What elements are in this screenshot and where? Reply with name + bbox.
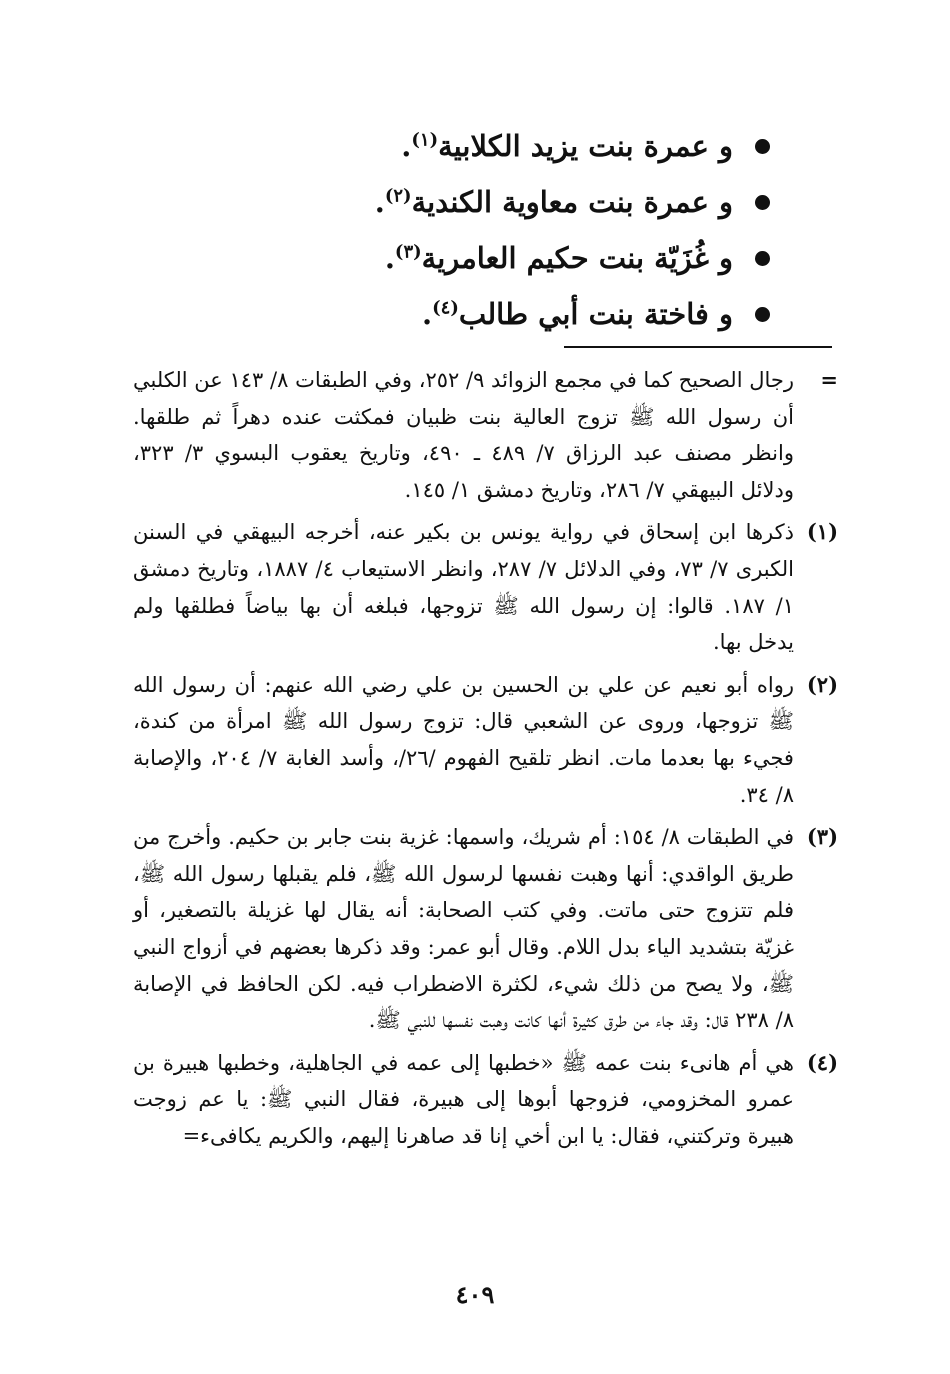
list-item	[210, 230, 770, 286]
footnotes	[133, 362, 838, 1160]
footnote-continued	[133, 362, 838, 508]
footnote-marker: (٤)	[806, 1049, 838, 1075]
footnote-text: في الطبقات ٨/ ١٥٤: أم شريك، واسمها: غزية بنت جابر بن حكيم. وأخرج من طريق الواقدي: أنها وهبت نفسها لرسول الله ﷺ، فلم يقبلها رسول الله ﷺ، فلم تتزوج حتى ماتت. وفي كتب الصحابة: أنه يقال لها غزيلة بالتصغير، أو غزيّة بتشديد الياء بدل اللام. وقال أبو عمر: وقد ذكرها بعضهم في أزواج النبي ﷺ، ولا يصح من ذلك شيء، لكثرة الاضطراب فيه. لكن الحافظ في الإصابة ٨/ ٢٣٨ قال: وقد جاء من طرق كثيرة أنها كانت وهبت نفسها للنبي ﷺ.	[133, 825, 794, 1033]
footnote-text: هي أم هانىء بنت عمه ﷺ «خطبها إلى عمه في الجاهلية، وخطبها هبيرة بن عمرو المخزومي، فزوجها أبوها إلى هبيرة، فقال النبي ﷺ: يا عم زوجت هبيرة وتركتني، فقال: يا ابن أخي إنا قد صاهرنا إليهم، والكريم يكافىء=	[133, 1050, 794, 1148]
footnote-text: ذكرها ابن إسحاق في رواية يونس بن بكير عنه، أخرجه البيهقي في السنن الكبرى ٧/ ٧٣، وفي الدلائل ٧/ ٢٨٧، وانظر الاستيعاب ٤/ ١٨٨٧، وتاريخ دمشق ١/ ١٨٧. قالوا: إن رسول الله ﷺ تزوجها، فبلغه أن بها بياضاً فطلقها ولم يدخل بها.	[133, 520, 794, 655]
wives-list	[210, 118, 770, 342]
bullet-icon	[755, 195, 770, 210]
footnote-marker: =	[820, 367, 838, 392]
list-item-text: و فاختة بنت أبي طالب$^{(٤)}$.	[422, 297, 733, 331]
list-item	[210, 174, 770, 230]
bullet-icon	[755, 139, 770, 154]
list-item	[210, 286, 770, 342]
footnote-2	[133, 667, 838, 813]
page-number: ٤٠٩	[455, 1280, 495, 1309]
list-item-text: و عمرة بنت يزيد الكلابية$^{(١)}$.	[401, 129, 733, 163]
footnote-3	[133, 819, 838, 1039]
footnote-1	[133, 514, 838, 660]
bullet-icon	[755, 251, 770, 266]
footnote-marker: (١)	[806, 519, 838, 545]
footnote-text: رواه أبو نعيم عن علي بن الحسين بن علي رضي الله عنهم: أن رسول الله ﷺ تزوجها، وروى عن الشعبي قال: تزوج رسول الله ﷺ امرأة من كندة، فجيء بها بعدما مات. انظر تلقيح الفهوم /٢٦/، وأسد الغابة ٧/ ٢٠٤، والإصابة ٨/ ٣٤.	[133, 672, 794, 807]
footnote-mark: (١)	[411, 129, 439, 151]
footnote-4	[133, 1045, 838, 1155]
footnote-separator	[564, 346, 832, 348]
list-item	[210, 118, 770, 174]
footnote-mark: (٢)	[384, 185, 412, 207]
footnote-mark: (٣)	[394, 241, 422, 263]
list-item-text: و عمرة بنت معاوية الكندية$^{(٢)}$.	[374, 185, 733, 219]
footnote-mark: (٤)	[432, 297, 459, 319]
list-item-text: و غُزَيّة بنت حكيم العامرية$^{(٣)}$.	[384, 241, 733, 275]
footnote-text: رجال الصحيح كما في مجمع الزوائد ٩/ ٢٥٢، وفي الطبقات ٨/ ١٤٣ عن الكلبي أن رسول الله ﷺ تزوج العالية بنت ظبيان فمكثت عنده دهراً ثم طلقها. وانظر مصنف عبد الرزاق ٧/ ٤٨٩ ـ ٤٩٠، وتاريخ يعقوب البسوي ٣/ ٣٢٣، ودلائل البيهقي ٧/ ٢٨٦، وتاريخ دمشق ١/ ١٤٥.	[133, 368, 794, 502]
bullet-icon	[755, 307, 770, 322]
footnote-marker: (٣)	[806, 824, 838, 850]
footnote-marker: (٢)	[806, 671, 838, 697]
